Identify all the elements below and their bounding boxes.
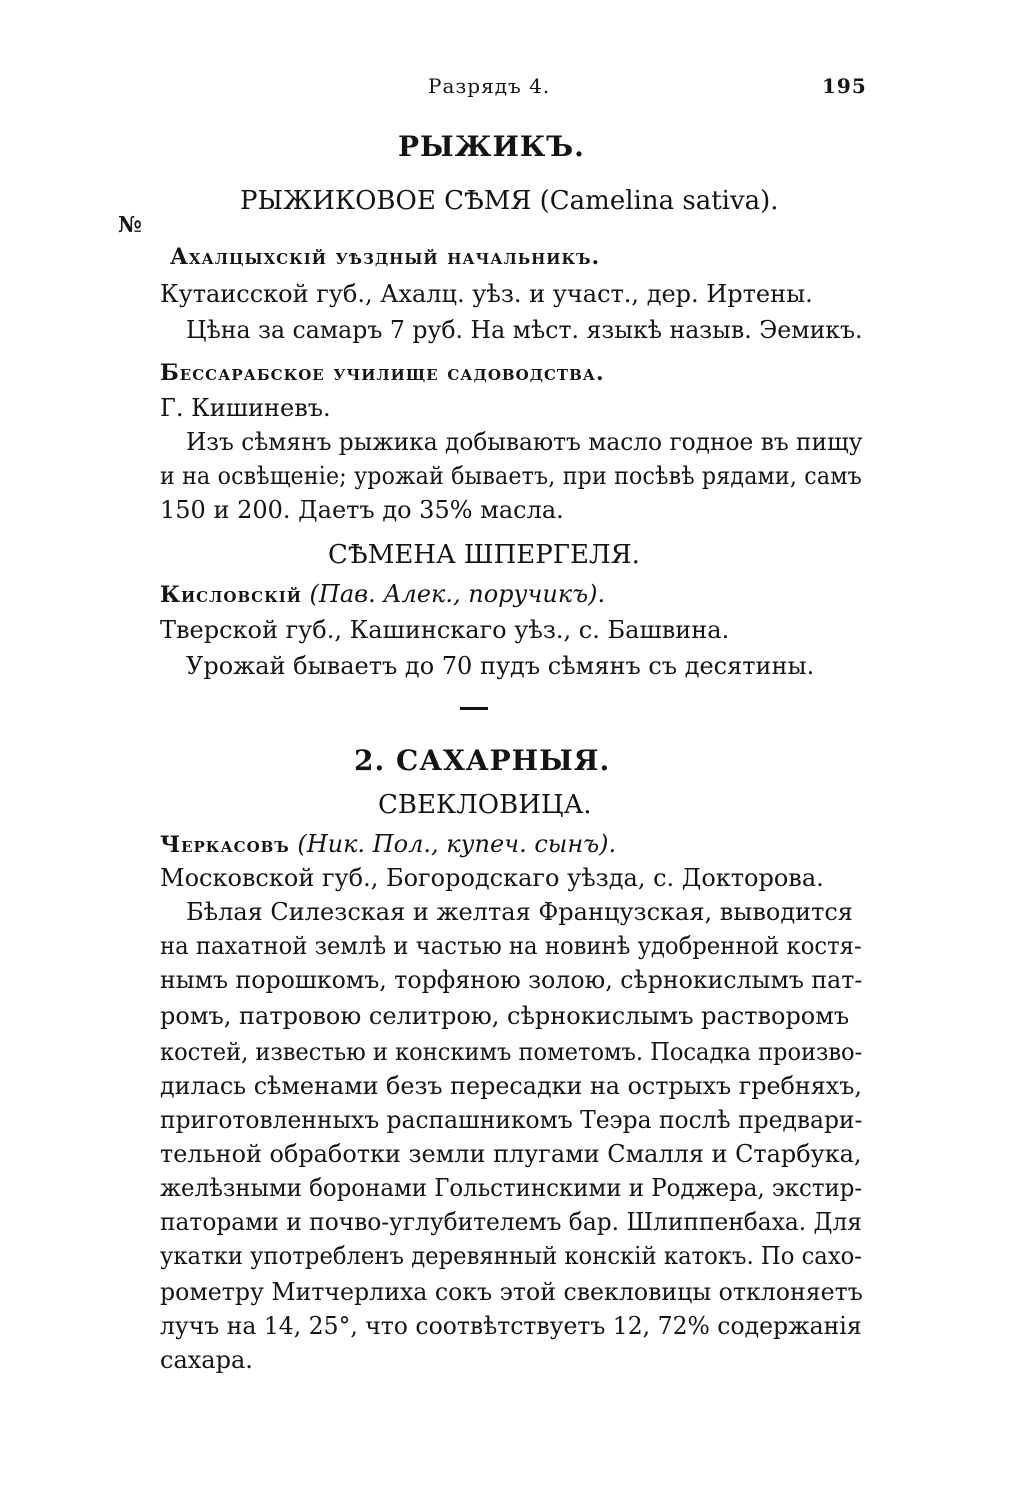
paragraph-line: сахара.	[160, 1346, 253, 1374]
entry-name: Ахалцыхскій уѣздный начальникъ.	[170, 244, 601, 270]
entry-name-detail: (Ник. Пол., купеч. сынъ).	[297, 830, 617, 858]
entry-text-line: Изъ сѣмянъ рыжика добываютъ масло годное въ пищу	[186, 428, 863, 456]
paragraph-line: рометру Митчерлиха сокъ этой свекловицы отклоняетъ	[160, 1278, 863, 1306]
section-subtitle-spergel: СѢМЕНА ШПЕРГЕЛЯ.	[328, 540, 640, 570]
paragraph-line: дилась сѣменами безъ пересадки на острыхъ гребняхъ,	[160, 1072, 862, 1100]
paragraph-line: приготовленныхъ распашникомъ Теэра послѣ предвари-	[160, 1106, 863, 1134]
paragraph-line: тельной обработки земли плугами Смалля и Старбука,	[160, 1140, 862, 1168]
paragraph-line: ромъ, патровою селитрою, сѣрнокислымъ растворомъ	[160, 1002, 850, 1030]
entry-name: Бессарабское училище садоводства.	[160, 360, 605, 386]
paragraph-line: лучъ на 14, 25°, что соотвѣтствуетъ 12, 72% содержанія	[160, 1312, 862, 1340]
paragraph-line: нымъ порошкомъ, торфяною золою, сѣрнокислымъ пат-	[160, 966, 863, 994]
entry-location: Г. Кишиневъ.	[160, 394, 331, 422]
entry-text: Урожай бываетъ до 70 пудъ сѣмянъ съ десятины.	[186, 652, 815, 680]
section-title-sugar: 2. САХАРНЫЯ.	[354, 744, 611, 777]
column-label: №	[118, 212, 142, 238]
page-number: 195	[822, 74, 867, 98]
entry-name: Кисловскій	[160, 582, 302, 608]
section-subtitle-ryzhik-seed: РЫЖИКОВОЕ СѢМЯ (Camelina sativa).	[240, 186, 779, 216]
running-header: Разрядъ 4.	[428, 74, 551, 98]
entry-text: Цѣна за самаръ 7 руб. На мѣст. языкѣ назыв. Эемикъ.	[186, 316, 863, 344]
entry-location: Кутаисской губ., Ахалц. уѣз. и участ., дер. Иртены.	[160, 280, 813, 308]
paragraph-line: Бѣлая Силезская и желтая Французская, выводится	[186, 898, 853, 926]
section-title-ryzhik: РЫЖИКЪ.	[398, 130, 585, 163]
entry-name-detail: (Пав. Алек., поручикъ).	[309, 580, 606, 608]
section-subtitle-beet: СВЕКЛОВИЦА.	[378, 790, 592, 820]
paragraph-line: на пахатной землѣ и частью на новинѣ удобренной костя-	[160, 932, 862, 960]
entry-text-line: 150 и 200. Даетъ до 35% масла.	[160, 496, 564, 524]
entry-location: Тверской губ., Кашинскаго уѣз., с. Башвина.	[160, 616, 730, 644]
entry-location: Московской губ., Богородскаго уѣзда, с. Докторова.	[160, 864, 824, 892]
entry-name: Черкасовъ	[160, 832, 290, 858]
paragraph-line: костей, известью и конскимъ пометомъ. Посадка произво-	[160, 1038, 863, 1066]
paragraph-line: укатки употребленъ деревянный конскій катокъ. По сахо-	[160, 1242, 862, 1270]
section-separator	[460, 707, 488, 710]
paragraph-line: паторами и почво-углубителемъ бар. Шлиппенбаха. Для	[160, 1208, 863, 1236]
paragraph-line: желѣзными боронами Гольстинскими и Роджера, экстир-	[160, 1174, 863, 1202]
entry-text-line: и на освѣщеніе; урожай бываетъ, при посѣвѣ рядами, самъ	[160, 462, 862, 490]
